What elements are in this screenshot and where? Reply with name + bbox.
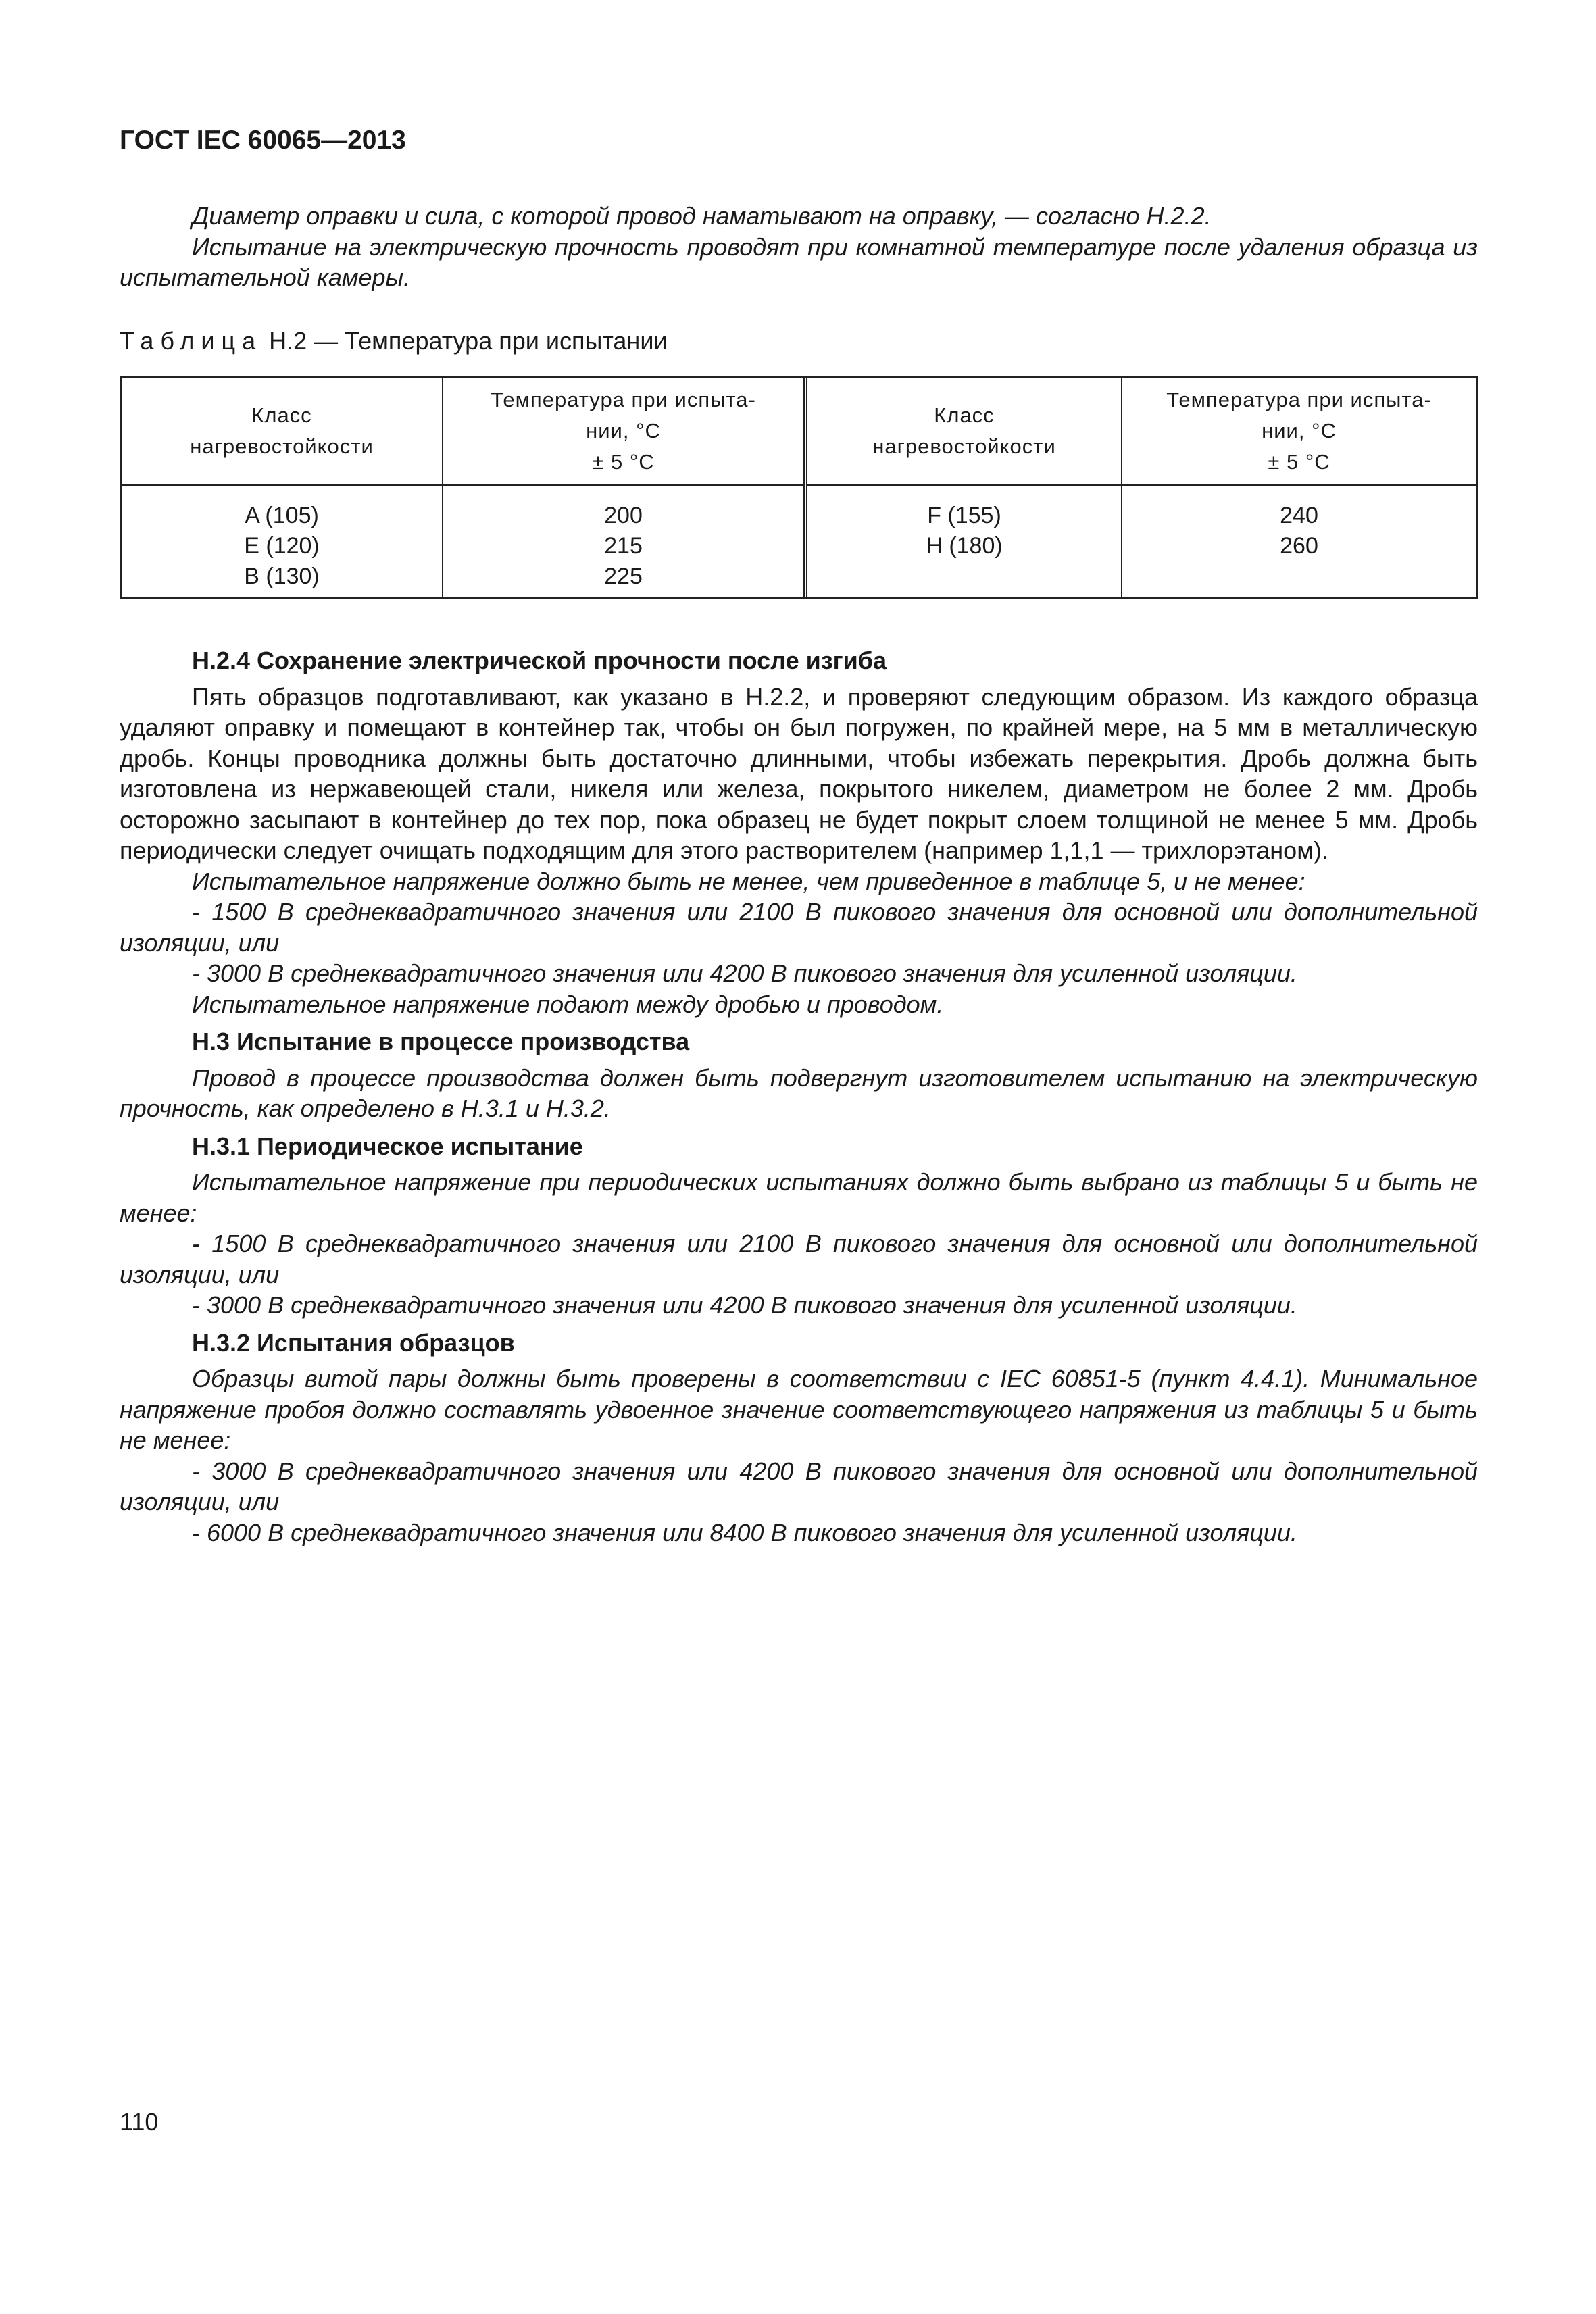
document-header: ГОСТ IEC 60065—2013 [120,126,406,155]
table-header-cell: Температура при испыта- нии, °С ± 5 °С [443,378,805,485]
page-number: 110 [120,2108,159,2136]
intro-block [120,201,1478,293]
section-heading: H.2.4 Сохранение электрической прочности после изгиба [192,647,887,674]
table-caption [120,327,668,355]
table-header-cell: Класс нагревостойкости [122,378,443,485]
paragraph: Пять образцов подготавливают, как указано в H.2.2, и проверяют следующим образом. Из каждого образца удаляют оправку и помещают в контейнер так, чтобы он был погружен, по крайней мере, на 5 мм в металлическую дробь. Концы проводника должны быть достаточно длинными, чтобы избежать перекрытия. Дробь должна быть изготовлена из нержавеющей стали, никеля или железа, покрытого никелем, диаметром не более 2 мм. Дробь осторожно засыпают в контейнер до тех пор, пока образец не будет покрыт слоем толщиной не менее 5 мм. Дробь периодически следует очищать подходящим для этого растворителем (например 1,1,1 — трихлорэтаном). [120,682,1478,864]
list-item: - 3000 В среднеквадратичного значения или 4200 В пикового значения для усиленной изоляции. [192,959,1297,987]
temperature-table [120,376,1478,599]
paragraph: Испытательное напряжение при периодических испытаниях должно быть выбрано из таблицы 5 и быть не менее: [120,1168,1478,1227]
section-heading: H.3.1 Периодическое испытание [192,1132,583,1160]
table-cell: A (105) E (120) B (130) [122,485,443,597]
section-heading: H.3 Испытание в процессе производства [192,1028,690,1055]
paragraph: Испытательное напряжение подают между дробью и проводом. [192,990,944,1018]
list-item: - 1500 В среднеквадратичного значения или 2100 В пикового значения для основной или дополнительной изоляции, или [120,1230,1478,1288]
table-cell: F (155) H (180) [805,485,1122,597]
table-caption-title: H.2 — Температура при испытании [262,327,668,355]
paragraph: Испытательное напряжение должно быть не менее, чем приведенное в таблице 5, и не менее: [192,867,1305,895]
list-item: - 1500 В среднеквадратичного значения или 2100 В пикового значения для основной или дополнительной изоляции, или [120,898,1478,957]
main-text [120,645,1478,1548]
list-item: - 6000 В среднеквадратичного значения или 8400 В пикового значения для усиленной изоляции. [192,1518,1297,1546]
table-cell: 200 215 225 [443,485,805,597]
table-header-row [122,378,1476,485]
table-row [122,485,1476,597]
table-cell: 240 260 [1280,503,1318,559]
section-heading: H.3.2 Испытания образцов [192,1328,515,1357]
intro-paragraph: Испытание на электрическую прочность проводят при комнатной температуре после удаления образца из испытательной камеры. [120,232,1478,291]
table-caption-label: Таблица [120,327,263,355]
intro-paragraph: Диаметр оправки и сила, с которой провод наматывают на оправку, — согласно H.2.2. [192,202,1212,230]
paragraph: Образцы витой пары должны быть проверены в соответствии с IEC 60851-5 (пункт 4.4.1). Минимальное напряжение пробоя должно составлять удвоенное значение соответствующего напряжения из таблицы 5 и быть не менее: [120,1365,1478,1454]
list-item: - 3000 В среднеквадратичного значения или 4200 В пикового значения для усиленной изоляции. [192,1291,1297,1319]
table-header-cell: Температура при испыта- нии, °С ± 5 °С [1122,378,1476,485]
table-header-cell: Класс нагревостойкости [805,378,1122,485]
list-item: - 3000 В среднеквадратичного значения или 4200 В пикового значения для основной или дополнительной изоляции, или [120,1457,1478,1515]
paragraph: Провод в процессе производства должен быть подвергнут изготовителем испытанию на электрическую прочность, как определено в H.3.1 и H.3.2. [120,1063,1478,1122]
